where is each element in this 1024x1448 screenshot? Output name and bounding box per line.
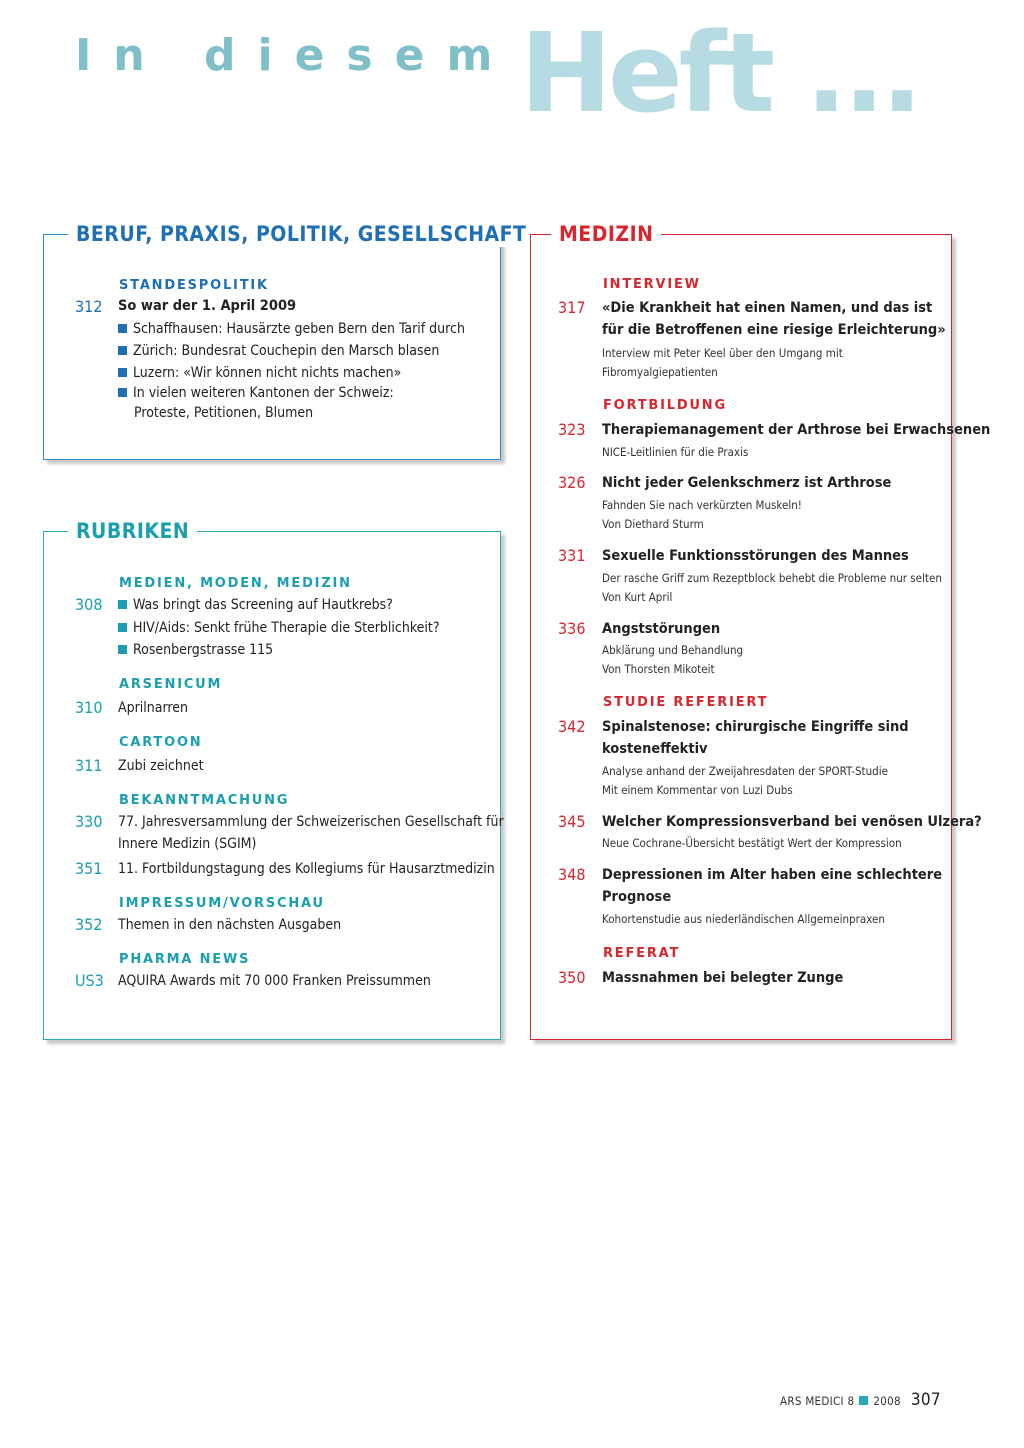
article-subtitle: Abklärung und Behandlung (602, 643, 744, 657)
article-title: So war der 1. April 2009 (118, 298, 297, 314)
bullet-square-icon (118, 388, 127, 397)
article-author: Von Thorsten Mikoteit (602, 662, 715, 676)
bullet-square-icon (118, 600, 127, 609)
bullet-square-icon (118, 645, 127, 654)
article-title: Therapiemanagement der Arthrose bei Erwachsenen (602, 422, 991, 438)
article-subtitle: Interview mit Peter Keel über den Umgang mit (602, 346, 843, 360)
bullet-item: HIV/Aids: Senkt frühe Therapie die Sterblichkeit? (118, 620, 440, 636)
footer-page-number: 307 (910, 1390, 941, 1410)
page-number: 345 (558, 812, 586, 831)
page-number: 330 (75, 812, 103, 831)
section-fortbildung: FORTBILDUNG (603, 398, 727, 413)
page-footer (780, 1390, 941, 1410)
article-title: Aprilnarren (118, 700, 189, 716)
article-subtitle: Fibromyalgiepatienten (602, 365, 718, 379)
article-subtitle: Kohortenstudie aus niederländischen Allgemeinpraxen (602, 912, 885, 926)
bullet-item: Zürich: Bundesrat Couchepin den Marsch blasen (118, 343, 439, 359)
page-number: 326 (558, 473, 586, 492)
page-number: 331 (558, 546, 586, 565)
bullet-item: Was bringt das Screening auf Hautkrebs? (118, 597, 393, 613)
title-in-diesem: In diesem (75, 30, 515, 81)
page-number: US3 (75, 971, 104, 990)
page-number: 351 (75, 859, 103, 878)
bullet-square-icon (118, 346, 127, 355)
article-title-cont: für die Betroffenen eine riesige Erleichterung» (602, 322, 946, 338)
page-number: 336 (558, 619, 586, 638)
article-title: «Die Krankheit hat einen Namen, und das ist (602, 300, 933, 316)
footer-square-icon (859, 1396, 868, 1405)
footer-year: 2008 (873, 1394, 901, 1408)
article-title-cont: kosteneffektiv (602, 741, 708, 757)
bullet-continuation: Proteste, Petitionen, Blumen (134, 405, 314, 421)
page-number: 352 (75, 915, 103, 934)
article-title: Depressionen im Alter haben eine schlechtere (602, 867, 943, 883)
section-pharma: PHARMA NEWS (119, 952, 251, 967)
bullet-square-icon (118, 368, 127, 377)
bullet-item: Rosenbergstrasse 115 (118, 642, 273, 658)
article-title: Sexuelle Funktionsstörungen des Mannes (602, 548, 909, 564)
article-title: Zubi zeichnet (118, 758, 204, 774)
section-studie: STUDIE REFERIERT (603, 695, 769, 710)
article-title: Spinalstenose: chirurgische Eingriffe sind (602, 719, 909, 735)
article-subtitle: NICE-Leitlinien für die Praxis (602, 445, 749, 459)
section-referat: REFERAT (603, 946, 681, 961)
page-number: 312 (75, 297, 103, 316)
bullet-item: Luzern: «Wir können nicht nichts machen» (118, 365, 401, 381)
page-number: 308 (75, 595, 103, 614)
article-author: Mit einem Kommentar von Luzi Dubs (602, 783, 793, 797)
bullet-square-icon (118, 623, 127, 632)
page-number: 317 (558, 298, 586, 317)
section-impressum: IMPRESSUM/VORSCHAU (119, 896, 325, 911)
article-title: 11. Fortbildungstagung des Kollegiums für Hausarztmedizin (118, 861, 495, 877)
section-cartoon: CARTOON (119, 735, 203, 750)
article-title: Angststörungen (602, 621, 721, 637)
footer-journal: ARS MEDICI 8 (780, 1394, 855, 1408)
section-medien: MEDIEN, MODEN, MEDIZIN (119, 576, 352, 591)
article-subtitle: Analyse anhand der Zweijahresdaten der SPORT-Studie (602, 764, 888, 778)
bullet-item: In vielen weiteren Kantonen der Schweiz: (118, 385, 394, 401)
panel-medizin-heading: MEDIZIN (551, 221, 661, 247)
article-title: Welcher Kompressionsverband bei venösen Ulzera? (602, 814, 982, 830)
article-title: AQUIRA Awards mit 70 000 Franken Preissummen (118, 973, 431, 989)
article-subtitle: Neue Cochrane-Übersicht bestätigt Wert der Kompression (602, 836, 902, 850)
page-number: 323 (558, 420, 586, 439)
article-title: Nicht jeder Gelenkschmerz ist Arthrose (602, 475, 892, 491)
article-title: Massnahmen bei belegter Zunge (602, 970, 844, 986)
bullet-item: Schaffhausen: Hausärzte geben Bern den Tarif durch (118, 321, 465, 337)
article-title: 77. Jahresversammlung der Schweizerischen Gesellschaft für (118, 814, 504, 830)
panel-rubriken-heading: RUBRIKEN (68, 518, 197, 544)
page-number: 310 (75, 698, 103, 717)
panel-beruf-heading: BERUF, PRAXIS, POLITIK, GESELLSCHAFT (68, 221, 534, 247)
section-standespolitik: STANDESPOLITIK (119, 278, 269, 293)
section-bekanntmachung: BEKANNTMACHUNG (119, 793, 290, 808)
article-title: Themen in den nächsten Ausgaben (118, 917, 342, 933)
article-author: Von Kurt April (602, 590, 673, 604)
page-number: 311 (75, 756, 103, 775)
page-number: 348 (558, 865, 586, 884)
article-subtitle: Der rasche Griff zum Rezeptblock behebt die Probleme nur selten (602, 571, 942, 585)
section-interview: INTERVIEW (603, 277, 701, 292)
bullet-square-icon (118, 324, 127, 333)
article-subtitle: Fahnden Sie nach verkürzten Muskeln! (602, 498, 802, 512)
title-heft: Heft ... (520, 9, 919, 137)
article-author: Von Diethard Sturm (602, 517, 704, 531)
article-title-cont: Prognose (602, 889, 672, 905)
page-number: 342 (558, 717, 586, 736)
page-number: 350 (558, 968, 586, 987)
section-arsenicum: ARSENICUM (119, 677, 223, 692)
article-title-cont: Innere Medizin (SGIM) (118, 836, 257, 852)
